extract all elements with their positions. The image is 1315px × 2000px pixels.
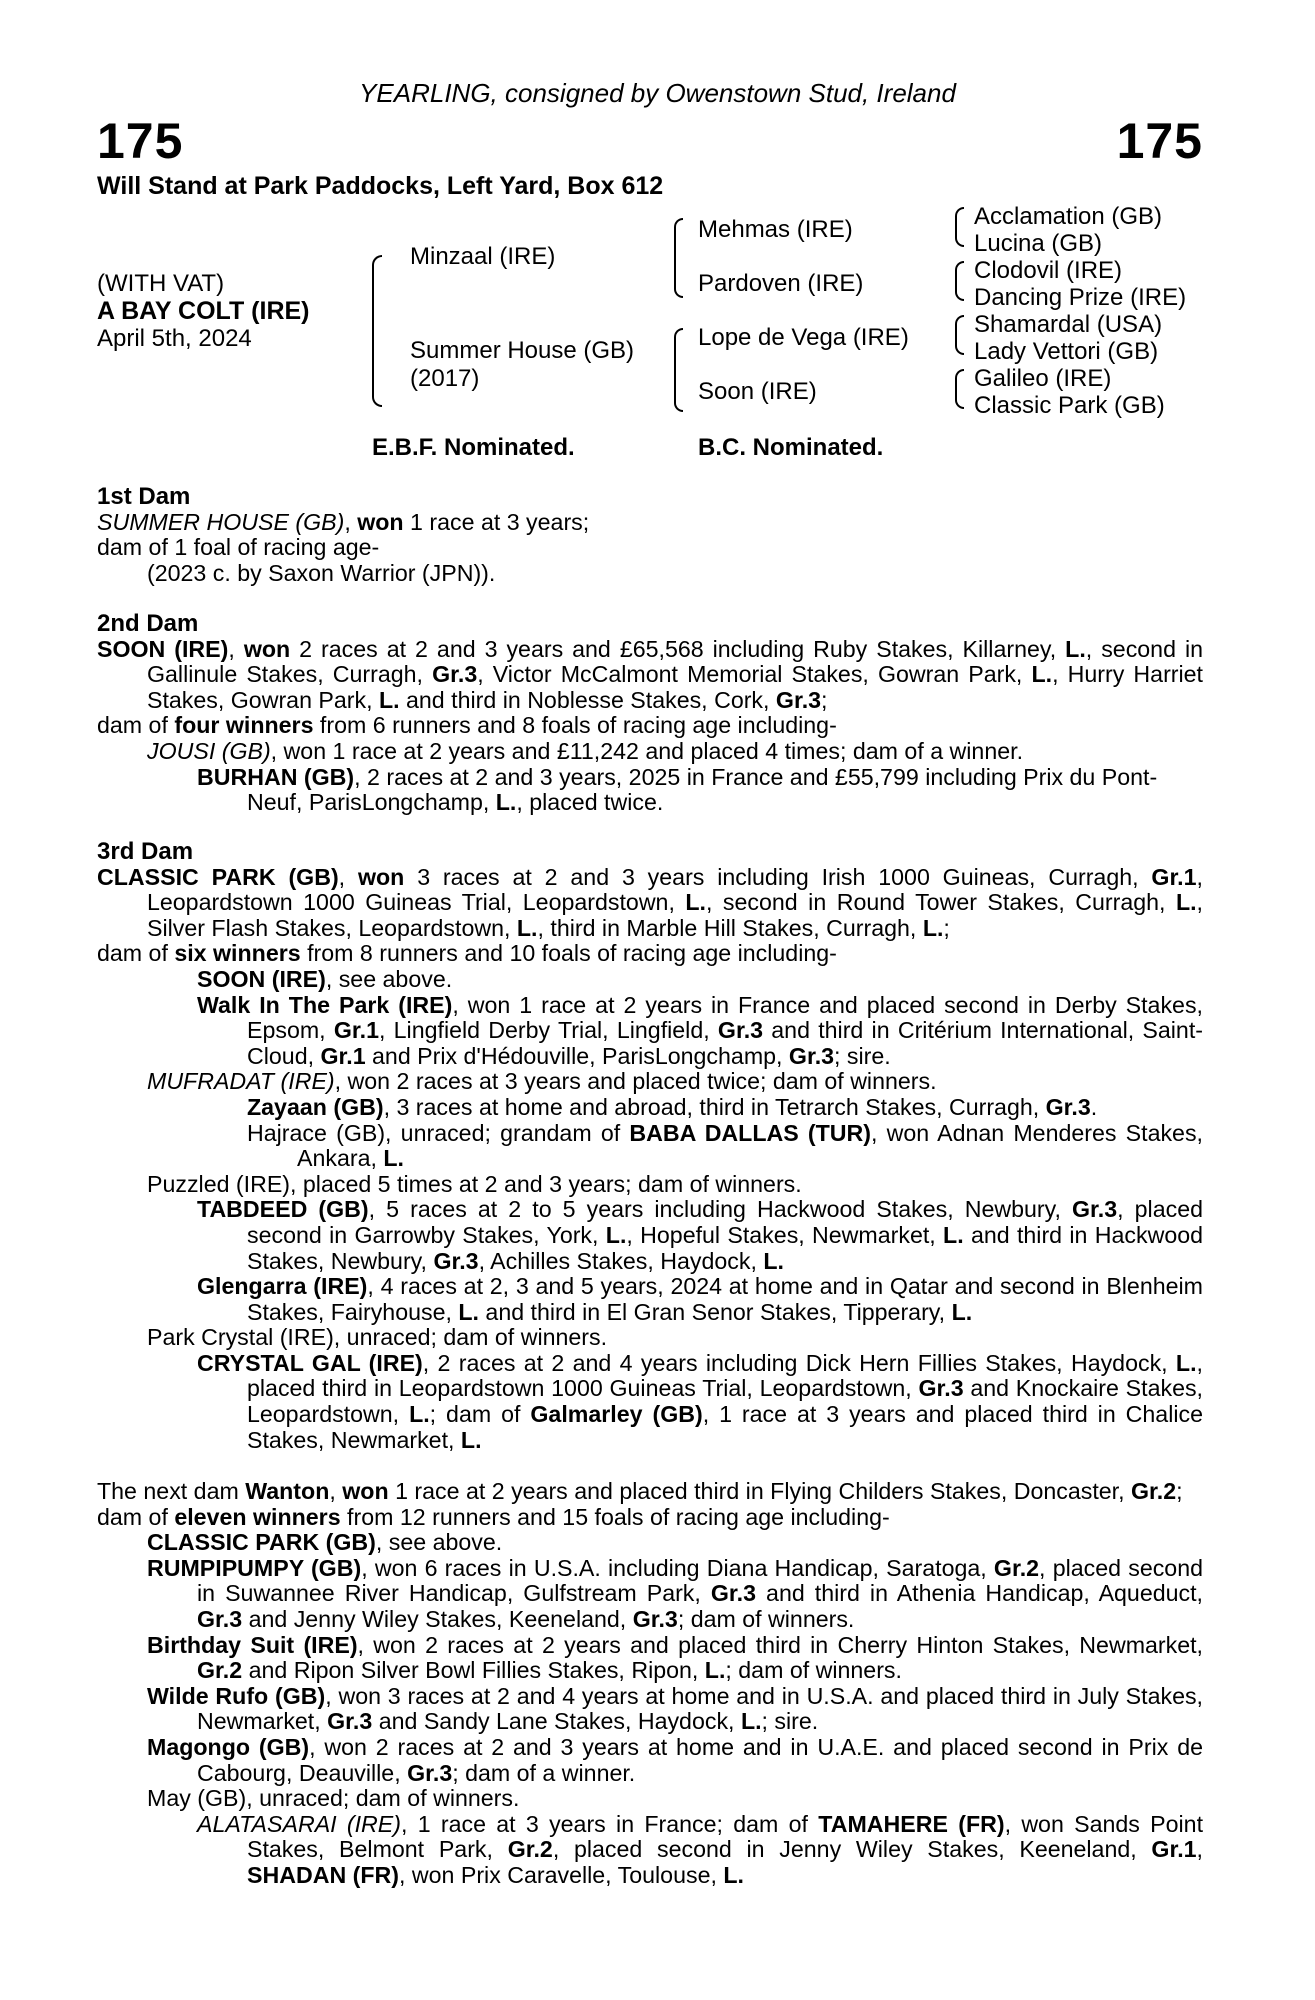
second-dam-section: 2nd Dam SOON (IRE), won 2 races at 2 and 3 years and £65,568 including Ruby Stakes, Killarney, L., second in Gallinule Stakes, Curragh, Gr.3, Victor McCalmont Memorial Stakes, Gowran Park, L., Hurry Harriet Stakes, Gowran Park, L. and third in Noblesse Stakes, Cork, Gr.3; dam of four winners from 6 runners and 8 foals of racing age including- JOUSI (GB), won 1 race at 2 years and £11,242 and placed 4 times; dam of a winner. BURHAN (GB), 2 races at 2 and 3 years, 2025 in France and £55,799 including Prix du Pont-Neuf, ParisLongchamp, L., placed twice. — [97, 610, 1204, 816]
pedigree-granddam-2: Soon (IRE) — [698, 378, 817, 405]
lot-number-left: 175 — [97, 113, 184, 169]
pedigree-grandsire-2: Lope de Vega (IRE) — [698, 324, 909, 351]
pedigree-granddam-1: Pardoven (IRE) — [698, 270, 864, 297]
pedigree-sire: Minzaal (IRE) — [410, 243, 556, 270]
pedigree-brace-4 — [955, 369, 964, 409]
pedigree-brace-2 — [955, 261, 964, 301]
pedigree-ggp-1: Acclamation (GB) — [974, 203, 1163, 230]
pedigree-brace-1 — [955, 207, 964, 247]
pedigree-ggp-2: Lucina (GB) — [974, 230, 1103, 257]
pedigree-ggp-3: Clodovil (IRE) — [974, 257, 1123, 284]
pedigree-brace-dam — [674, 328, 683, 412]
second-dam-title: 2nd Dam — [97, 610, 199, 637]
pedigree-dam-year: (2017) — [410, 365, 480, 392]
stand-location: Will Stand at Park Paddocks, Left Yard, Box 612 — [97, 172, 664, 200]
pedigree-ggp-4: Dancing Prize (IRE) — [974, 284, 1187, 311]
vat-note: (WITH VAT) — [97, 270, 225, 297]
lot-number-right: 175 — [1116, 113, 1203, 169]
next-dam-section: The next dam Wanton, won 1 race at 2 years and placed third in Flying Childers Stakes, Doncaster, Gr.2; dam of eleven winners from 12 runners and 15 foals of racing age including- CLASSIC PARK (GB), see above. RUMPIPUMPY (GB), won 6 races in U.S.A. including Diana Handicap, Saratoga, Gr.2, placed second in Suwannee River Handicap, Gulfstream Park, Gr.3 and third in Athenia Handicap, Aqueduct, Gr.3 and Jenny Wiley Stakes, Keeneland, Gr.3; dam of winners. Birthday Suit (IRE), won 2 races at 2 years and placed third in Cherry Hinton Stakes, Newmarket, Gr.2 and Ripon Silver Bowl Fillies Stakes, Ripon, L.; dam of winners. Wilde Rufo (GB), won 3 races at 2 and 4 years at home and in U.S.A. and placed third in July Stakes, Newmarket, Gr.3 and Sandy Lane Stakes, Haydock, L.; sire. Magongo (GB), won 2 races at 2 and 3 years at home and in U.A.E. and placed second in Prix de Cabourg, Deauville, Gr.3; dam of a winner. May (GB), unraced; dam of winners. ALATASARAI (IRE), 1 race at 3 years in France; dam of TAMAHERE (FR), won Sands Point Stakes, Belmont Park, Gr.2, placed second in Jenny Wiley Stakes, Keeneland, Gr.1, SHADAN (FR), won Prix Caravelle, Toulouse, L. — [97, 1478, 1204, 1888]
ebf-nominated: E.B.F. Nominated. — [372, 434, 575, 461]
pedigree-brace-sire-dam — [372, 255, 382, 407]
bc-nominated: B.C. Nominated. — [698, 434, 884, 461]
lot-name: A BAY COLT (IRE) — [97, 297, 310, 325]
pedigree-brace-sire — [674, 218, 683, 298]
pedigree-ggp-5: Shamardal (USA) — [974, 311, 1163, 338]
third-dam-title: 3rd Dam — [97, 838, 194, 865]
first-dam-title: 1st Dam — [97, 483, 191, 510]
pedigree-ggp-8: Classic Park (GB) — [974, 392, 1165, 419]
first-dam-section: 1st Dam SUMMER HOUSE (GB), won 1 race at 3 years; dam of 1 foal of racing age- (2023 c. by Saxon Warrior (JPN)). — [97, 484, 1203, 586]
pedigree-ggp-7: Galileo (IRE) — [974, 365, 1112, 392]
pedigree-grandsire-1: Mehmas (IRE) — [698, 216, 853, 243]
page-subtitle: YEARLING, consigned by Owenstown Stud, Ireland — [359, 78, 956, 108]
pedigree-brace-3 — [955, 315, 964, 355]
first-dam-name: SUMMER HOUSE (GB) — [97, 508, 345, 535]
foaling-date: April 5th, 2024 — [97, 325, 252, 352]
third-dam-section: 3rd Dam CLASSIC PARK (GB), won 3 races at 2 and 3 years including Irish 1000 Guineas, Curragh, Gr.1, Leopardstown 1000 Guineas Trial, Leopardstown, L., second in Round Tower Stakes, Curragh, L., Silver Flash Stakes, Leopardstown, L., third in Marble Hill Stakes, Curragh, L.; dam of six winners from 8 runners and 10 foals of racing age including- SOON (IRE), see above. Walk In The Park (IRE), won 1 race at 2 years in France and placed second in Derby Stakes, Epsom, Gr.1, Lingfield Derby Trial, Lingfield, Gr.3 and third in Critérium International, Saint-Cloud, Gr.1 and Prix d'Hédouville, ParisLongchamp, Gr.3; sire. MUFRADAT (IRE), won 2 races at 3 years and placed twice; dam of winners. Zayaan (GB), 3 races at home and abroad, third in Tetrarch Stakes, Curragh, Gr.3. Hajrace (GB), unraced; grandam of BABA DALLAS (TUR), won Adnan Menderes Stakes, Ankara, L. Puzzled (IRE), placed 5 times at 2 and 3 years; dam of winners. TABDEED (GB), 5 races at 2 to 5 years including Hackwood Stakes, Newbury, Gr.3, placed second in Garrowby Stakes, York, L., Hopeful Stakes, Newmarket, L. and third in Hackwood Stakes, Newbury, Gr.3, Achilles Stakes, Haydock, L. Glengarra (IRE), 4 races at 2, 3 and 5 years, 2024 at home and in Qatar and second in Blenheim Stakes, Fairyhouse, L. and third in El Gran Senor Stakes, Tipperary, L. Park Crystal (IRE), unraced; dam of winners. CRYSTAL GAL (IRE), 2 races at 2 and 4 years including Dick Hern Fillies Stakes, Haydock, L., placed third in Leopardstown 1000 Guineas Trial, Leopardstown, Gr.3 and Knockaire Stakes, Leopardstown, L.; dam of Galmarley (GB), 1 race at 3 years and placed third in Chalice Stakes, Newmarket, L. — [97, 838, 1204, 1453]
pedigree-dam: Summer House (GB) — [410, 337, 635, 364]
pedigree-ggp-6: Lady Vettori (GB) — [974, 338, 1159, 365]
